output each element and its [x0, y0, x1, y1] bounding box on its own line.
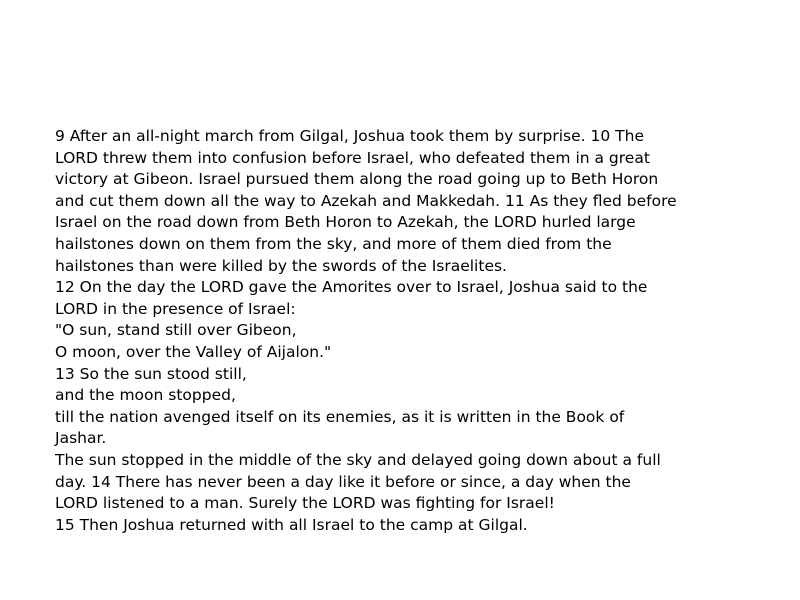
- passage-line: 12 On the day the LORD gave the Amorites over to Israel, Joshua said to the: [55, 278, 648, 297]
- passage-line: hailstones down on them from the sky, and more of them died from the: [55, 234, 612, 253]
- passage-line: 13 So the sun stood still,: [55, 364, 247, 383]
- scripture-passage: [55, 126, 795, 536]
- passage-line: hailstones than were killed by the swords of the Israelites.: [55, 256, 507, 275]
- passage-line: LORD threw them into confusion before Israel, who defeated them in a great: [55, 148, 650, 167]
- passage-line: LORD listened to a man. Surely the LORD was fighting for Israel!: [55, 494, 555, 513]
- passage-line: 15 Then Joshua returned with all Israel to the camp at Gilgal.: [55, 515, 528, 534]
- passage-line: LORD in the presence of Israel:: [55, 299, 296, 318]
- passage-line: 9 After an all-night march from Gilgal, Joshua took them by surprise. 10 The: [55, 127, 644, 145]
- passage-line: Jashar.: [55, 429, 107, 448]
- passage-line: victory at Gibeon. Israel pursued them along the road going up to Beth Horon: [55, 170, 659, 189]
- passage-line: Israel on the road down from Beth Horon to Azekah, the LORD hurled large: [55, 213, 636, 232]
- passage-line: till the nation avenged itself on its enemies, as it is written in the Book of: [55, 407, 625, 426]
- passage-line: and cut them down all the way to Azekah and Makkedah. 11 As they fled before: [55, 191, 677, 210]
- passage-line: and the moon stopped,: [55, 386, 236, 405]
- poem-line: "O sun, stand still over Gibeon,: [55, 321, 297, 340]
- poem-line: O moon, over the Valley of Aijalon.": [55, 342, 332, 361]
- passage-line: The sun stopped in the middle of the sky and delayed going down about a full: [55, 450, 661, 469]
- passage-line: day. 14 There has never been a day like it before or since, a day when the: [55, 472, 631, 491]
